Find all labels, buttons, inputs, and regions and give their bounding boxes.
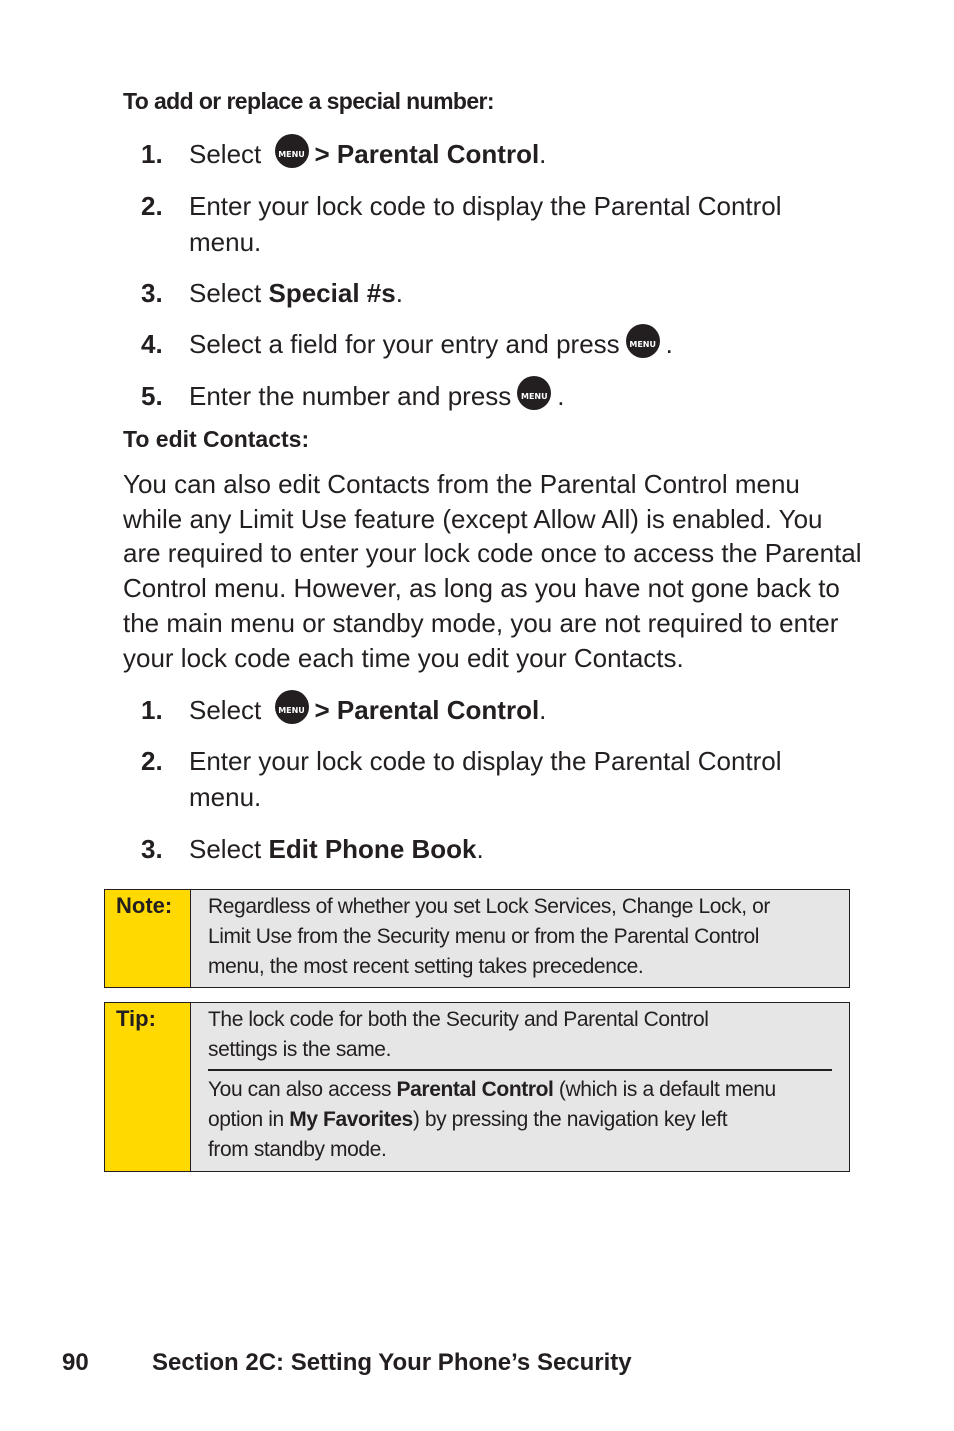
step-number: 4. xyxy=(141,329,163,359)
manual-page: To add or replace a special number: 1. Select MENU OK > Parental Control. 2. Enter your lock code to display the Parental Control menu. 3. Select Special #s. 4. Select a field for your entry and press MENU OK . 5. Enter the number and press MENU OK . To edit Contacts: You can also edit Contacts from the Parental Control menu while any Limit Use feature (except Allow All) is enabled. You are required to enter your lock code once to access the Parental Control menu. However, as long as you have not gone back to the main menu or standby mode, you are not required to enter your lock code each time you edit your Contacts. 1. Select MENU OK > Parental Control. 2. Enter your lock code to display the Parental Control menu. 3. Select Edit Phone Book. Note: Regardless of whether you set Lock Services, Change Lock, or Limit Use from the Security menu or from the Parental Control menu, the most recent setting takes precedence. Tip: The lock code for both the Security and Parental Control settings is the same. You can also access Parental Control (which is a default menu option in My Favorites) by pressing the navigation key left from standby mode. 90 Section 2C: Setting Your Phone’s Security xyxy=(62,88,862,1376)
step-text-cont: menu. xyxy=(189,227,262,257)
heading-add-special-number: To add or replace a special number: xyxy=(123,88,494,114)
section-title: Section 2C: Setting Your Phone’s Security xyxy=(152,1349,632,1376)
tip-text-1 xyxy=(208,1005,709,1065)
step-text: Select xyxy=(189,834,269,864)
step-number: 3. xyxy=(141,278,163,308)
step-text: Select xyxy=(189,695,262,725)
page-number: 90 xyxy=(62,1349,89,1376)
step-number: 1. xyxy=(141,695,163,725)
menu-ok-key-icon: MENU OK xyxy=(517,376,551,410)
body-paragraph: You can also edit Contacts from the Parental Control menu while any Limit Use feature (except Allow All) is enabled. You are required to enter your lock code once to access the Parental Control menu. However, as long as you have not gone back to the main menu or standby mode, you are not required to enter your lock code each time you edit your Contacts. xyxy=(123,469,862,673)
heading-edit-contacts: To edit Contacts: xyxy=(123,426,310,452)
tip-box xyxy=(104,1002,850,1172)
step-number: 1. xyxy=(141,139,163,169)
step-text: Enter your lock code to display the Parental Control xyxy=(189,746,782,776)
menu-ok-key-icon: MENU OK xyxy=(626,324,660,358)
step-number: 3. xyxy=(141,834,163,864)
tip-parental-control: Parental Control xyxy=(396,1078,554,1101)
menu-item-edit-phone-book: Edit Phone Book xyxy=(268,834,477,864)
step-number: 2. xyxy=(141,191,163,221)
note-line: Limit Use from the Security menu or from the Parental Control xyxy=(208,925,759,948)
note-text xyxy=(208,892,770,982)
step-text-cont: menu. xyxy=(189,782,262,812)
tip-line: from standby mode. xyxy=(208,1138,387,1161)
menu-path-parental-control: Parental Control xyxy=(336,695,540,725)
step-text: Select xyxy=(189,278,269,308)
note-line: menu, the most recent setting takes precedence. xyxy=(208,955,644,978)
tip-my-favorites: My Favorites xyxy=(289,1108,413,1131)
tip-divider xyxy=(208,1069,832,1071)
step-number: 2. xyxy=(141,746,163,776)
step-text: Select xyxy=(189,139,262,169)
arrow-icon: > xyxy=(314,139,330,169)
step-text: Enter the number and press xyxy=(189,381,512,411)
step-number: 5. xyxy=(141,381,163,411)
note-label: Note: xyxy=(116,893,173,918)
step-text: Enter your lock code to display the Parental Control xyxy=(189,191,782,221)
tip-line: option in My Favorites) by pressing the navigation key left xyxy=(208,1108,728,1131)
step-text: Select a field for your entry and press xyxy=(189,329,620,359)
tip-line: settings is the same. xyxy=(208,1038,392,1061)
menu-ok-key-icon: MENU OK xyxy=(275,134,309,168)
tip-line: The lock code for both the Security and Parental Control xyxy=(208,1008,709,1031)
tip-label: Tip: xyxy=(116,1006,156,1031)
menu-item-special-numbers: Special #s xyxy=(268,278,396,308)
note-line: Regardless of whether you set Lock Services, Change Lock, or xyxy=(208,895,770,918)
arrow-icon: > xyxy=(314,695,330,725)
note-box xyxy=(104,889,850,988)
tip-text-2 xyxy=(208,1075,776,1165)
menu-path-parental-control: Parental Control xyxy=(336,139,540,169)
tip-line: You can also access Parental Control (which is a default menu xyxy=(208,1078,776,1101)
note-label-cell xyxy=(105,890,191,987)
tip-label-cell xyxy=(105,1003,191,1171)
menu-ok-key-icon: MENU OK xyxy=(275,690,309,724)
